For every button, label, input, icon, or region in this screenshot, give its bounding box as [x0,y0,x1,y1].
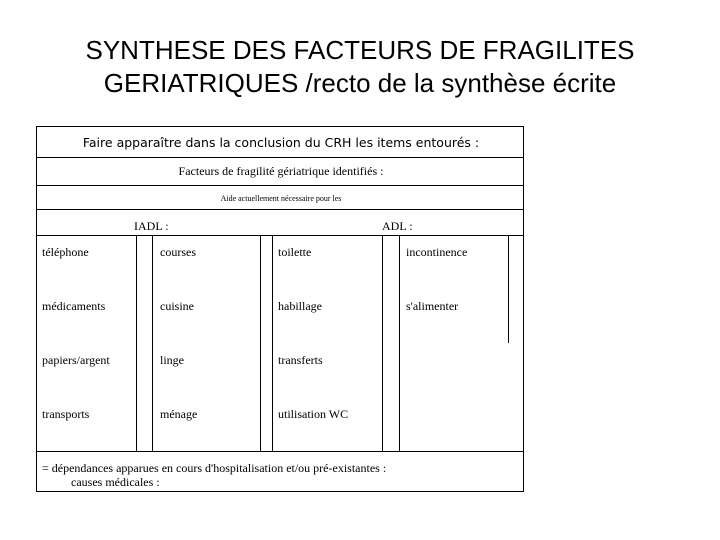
item-toilette: toilette [278,245,312,259]
item-utilisation-wc: utilisation WC [278,407,349,421]
factors-heading: Facteurs de fragilité gériatrique identifiés : [178,164,384,178]
item-linge: linge [160,353,184,367]
iadl-heading: IADL : [134,219,169,233]
aid-heading: Aide actuellement nécessaire pour les [220,194,342,203]
item-medicaments: médicaments [42,299,106,313]
divider-2 [37,185,523,186]
item-courses: courses [160,245,196,259]
item-transports: transports [42,407,90,421]
grid-line-v7 [508,235,509,343]
title-line-2: GERIATRIQUES /recto de la synthèse écrite [103,68,617,98]
fragility-form [36,126,524,492]
page-title [0,34,720,100]
item-s-alimenter: s'alimenter [406,299,459,313]
footer-dependances: = dépendances apparues en cours d'hospitalisation et/ou pré-existantes : [42,461,387,475]
item-incontinence: incontinence [406,245,468,259]
divider-3 [37,209,523,210]
item-cuisine: cuisine [160,299,194,313]
grid-line-v2 [152,235,153,451]
grid-line-v3 [260,235,261,451]
grid-line-v1 [136,235,137,451]
divider-4 [37,235,523,236]
adl-heading: ADL : [382,219,413,233]
divider-1 [37,157,523,158]
item-transferts: transferts [278,353,323,367]
grid-line-v6 [399,235,400,451]
form-instruction: Faire apparaître dans la conclusion du CRH les items entourés : [82,135,480,150]
item-telephone: téléphone [42,245,89,259]
grid-line-v4 [272,235,273,451]
grid-line-v5 [382,235,383,451]
title-line-1: SYNTHESE DES FACTEURS DE FRAGILITES [85,35,635,65]
item-habillage: habillage [278,299,322,313]
item-papiers-argent: papiers/argent [42,353,110,367]
divider-5 [37,451,523,452]
item-menage: ménage [160,407,198,421]
footer-causes-medicales: causes médicales : [71,475,160,489]
